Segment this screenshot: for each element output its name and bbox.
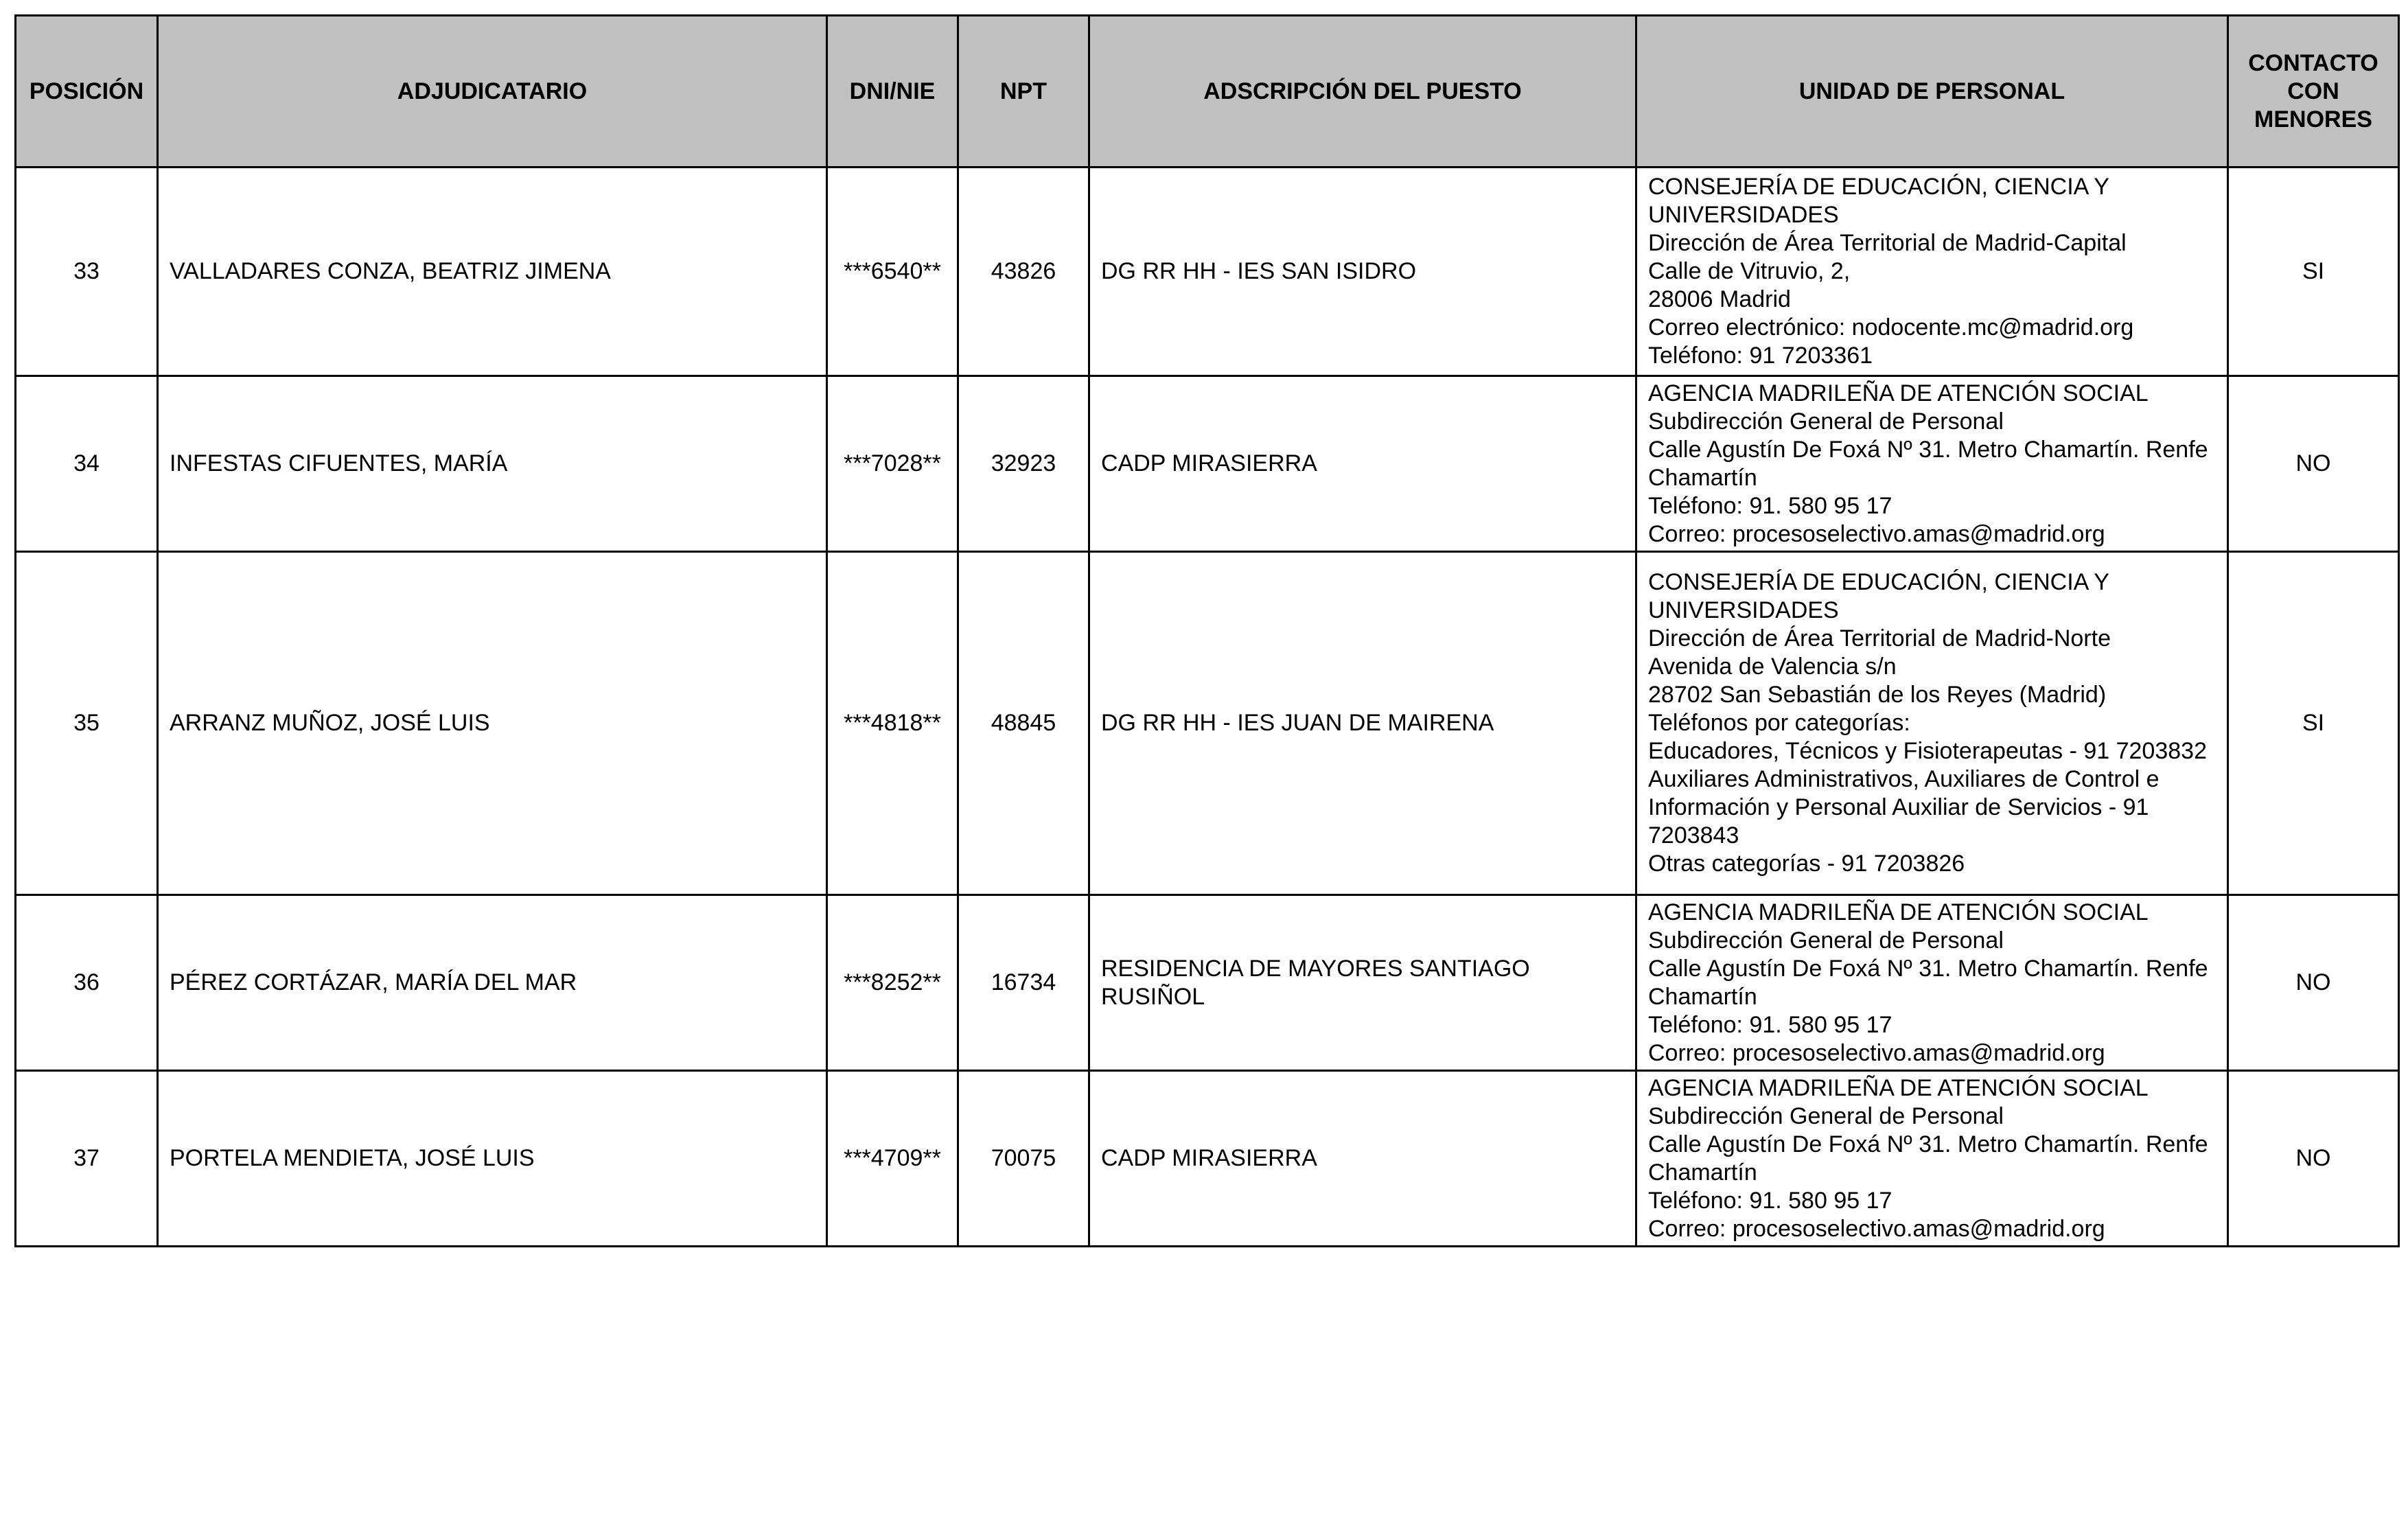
header-dni: DNI/NIE: [827, 16, 958, 168]
cell-adscripcion: DG RR HH - IES SAN ISIDRO: [1089, 168, 1636, 376]
unidad-line: AGENCIA MADRILEÑA DE ATENCIÓN SOCIAL: [1648, 380, 2149, 406]
unidad-line: Calle de Vitruvio, 2,: [1648, 258, 1851, 284]
cell-contacto: NO: [2228, 376, 2399, 552]
unidad-line: CONSEJERÍA DE EDUCACIÓN, CIENCIA Y UNIVERSIDADES: [1648, 174, 2109, 228]
unidad-line: Dirección de Área Territorial de Madrid-Capital: [1648, 230, 2127, 256]
table-row: [16, 376, 2399, 552]
cell-dni: ***6540**: [827, 168, 958, 376]
cell-adscripcion: CADP MIRASIERRA: [1089, 376, 1636, 552]
unidad-line: Teléfono: 91. 580 95 17: [1648, 1011, 1892, 1038]
cell-posicion: 35: [16, 552, 158, 895]
header-contacto-line: MENORES: [2254, 106, 2372, 132]
header-posicion: POSICIÓN: [16, 16, 158, 168]
table-header-row: [16, 16, 2399, 168]
unidad-line: Correo: procesoselectivo.amas@madrid.org: [1648, 1039, 2105, 1066]
unidad-line: Subdirección General de Personal: [1648, 1102, 2004, 1129]
adjudication-table: [14, 14, 2400, 1247]
header-adscripcion: ADSCRIPCIÓN DEL PUESTO: [1089, 16, 1636, 168]
cell-adjudicatario: VALLADARES CONZA, BEATRIZ JIMENA: [158, 168, 827, 376]
cell-posicion: 33: [16, 168, 158, 376]
cell-dni: ***8252**: [827, 895, 958, 1071]
unidad-line: Teléfono: 91 7203361: [1648, 343, 1873, 369]
cell-unidad: [1636, 895, 2228, 1071]
cell-adjudicatario: PORTELA MENDIETA, JOSÉ LUIS: [158, 1071, 827, 1247]
cell-npt: 16734: [958, 895, 1089, 1071]
unidad-line: Correo electrónico: nodocente.mc@madrid.org: [1648, 314, 2134, 340]
cell-adscripcion: CADP MIRASIERRA: [1089, 1071, 1636, 1247]
unidad-line: Auxiliares Administrativos, Auxiliares de Control e Información y Personal Auxiliar de Servicios - 91 7203843: [1648, 766, 2160, 848]
cell-npt: 43826: [958, 168, 1089, 376]
cell-posicion: 34: [16, 376, 158, 552]
table-row: [16, 168, 2399, 376]
cell-contacto: NO: [2228, 1071, 2399, 1247]
unidad-line: Teléfono: 91. 580 95 17: [1648, 1187, 1892, 1214]
cell-dni: ***4709**: [827, 1071, 958, 1247]
header-contacto-line: CONTACTO: [2248, 49, 2378, 76]
cell-unidad: [1636, 552, 2228, 895]
header-contacto-line: CON: [2287, 78, 2339, 104]
unidad-line: CONSEJERÍA DE EDUCACIÓN, CIENCIA Y UNIVERSIDADES: [1648, 569, 2109, 623]
table-row: [16, 552, 2399, 895]
unidad-line: Teléfonos por categorías:: [1648, 710, 1910, 736]
unidad-line: 28006 Madrid: [1648, 286, 1791, 312]
cell-npt: 70075: [958, 1071, 1089, 1247]
header-adjudicatario: ADJUDICATARIO: [158, 16, 827, 168]
unidad-line: Otras categorías - 91 7203826: [1648, 851, 1965, 877]
cell-adjudicatario: INFESTAS CIFUENTES, MARÍA: [158, 376, 827, 552]
unidad-line: AGENCIA MADRILEÑA DE ATENCIÓN SOCIAL: [1648, 899, 2149, 925]
unidad-line: Dirección de Área Territorial de Madrid-Norte: [1648, 625, 2111, 651]
unidad-line: Educadores, Técnicos y Fisioterapeutas - 91 7203832: [1648, 738, 2207, 764]
cell-posicion: 37: [16, 1071, 158, 1247]
cell-adscripcion: DG RR HH - IES JUAN DE MAIRENA: [1089, 552, 1636, 895]
cell-unidad: [1636, 376, 2228, 552]
cell-adscripcion: RESIDENCIA DE MAYORES SANTIAGO RUSIÑOL: [1089, 895, 1636, 1071]
unidad-line: AGENCIA MADRILEÑA DE ATENCIÓN SOCIAL: [1648, 1074, 2149, 1101]
unidad-line: Teléfono: 91. 580 95 17: [1648, 492, 1892, 519]
table-row: [16, 895, 2399, 1071]
unidad-line: Calle Agustín De Foxá Nº 31. Metro Chamartín. Renfe Chamartín: [1648, 955, 2208, 1010]
unidad-line: Correo: procesoselectivo.amas@madrid.org: [1648, 1215, 2105, 1242]
unidad-line: Subdirección General de Personal: [1648, 927, 2004, 954]
cell-posicion: 36: [16, 895, 158, 1071]
cell-contacto: NO: [2228, 895, 2399, 1071]
header-contacto: [2228, 16, 2399, 168]
cell-dni: ***7028**: [827, 376, 958, 552]
unidad-line: 28702 San Sebastián de los Reyes (Madrid): [1648, 682, 2107, 708]
cell-contacto: SI: [2228, 168, 2399, 376]
cell-dni: ***4818**: [827, 552, 958, 895]
cell-unidad: [1636, 1071, 2228, 1247]
cell-adjudicatario: PÉREZ CORTÁZAR, MARÍA DEL MAR: [158, 895, 827, 1071]
cell-adjudicatario: ARRANZ MUÑOZ, JOSÉ LUIS: [158, 552, 827, 895]
unidad-line: Avenida de Valencia s/n: [1648, 654, 1897, 680]
header-npt: NPT: [958, 16, 1089, 168]
cell-contacto: SI: [2228, 552, 2399, 895]
unidad-line: Subdirección General de Personal: [1648, 408, 2004, 435]
cell-unidad: [1636, 168, 2228, 376]
cell-npt: 48845: [958, 552, 1089, 895]
table-row: [16, 1071, 2399, 1247]
unidad-line: Calle Agustín De Foxá Nº 31. Metro Chamartín. Renfe Chamartín: [1648, 436, 2208, 491]
unidad-line: Correo: procesoselectivo.amas@madrid.org: [1648, 520, 2105, 547]
unidad-line: Calle Agustín De Foxá Nº 31. Metro Chamartín. Renfe Chamartín: [1648, 1131, 2208, 1186]
cell-npt: 32923: [958, 376, 1089, 552]
header-unidad: UNIDAD DE PERSONAL: [1636, 16, 2228, 168]
